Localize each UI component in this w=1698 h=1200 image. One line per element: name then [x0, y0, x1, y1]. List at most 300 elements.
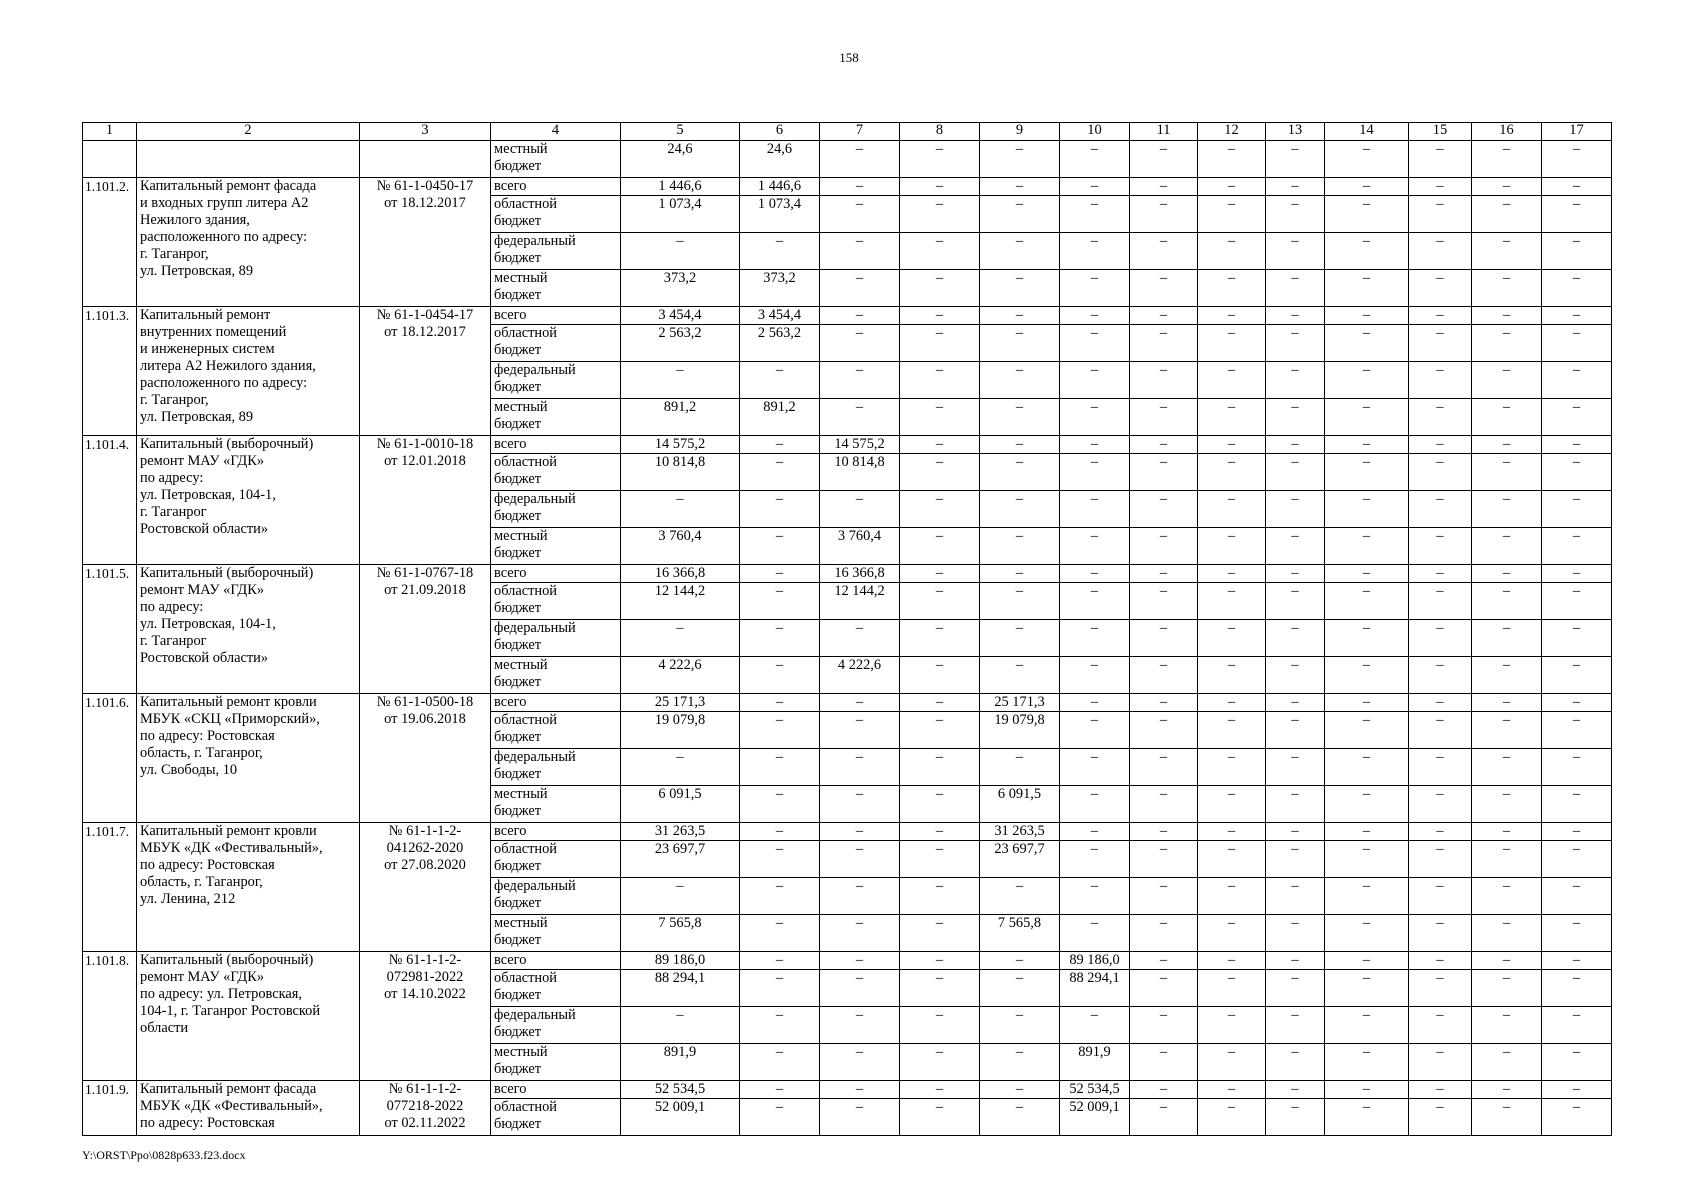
value-cell: – — [980, 620, 1060, 657]
header-cell: 2 — [137, 123, 360, 141]
value-cell: – — [1198, 841, 1266, 878]
value-cell: – — [980, 583, 1060, 620]
value-cell: – — [1266, 1099, 1325, 1136]
value-cell: – — [1542, 178, 1612, 196]
value-cell: 4 222,6 — [621, 657, 740, 694]
value-cell: – — [980, 454, 1060, 491]
value-cell: – — [980, 749, 1060, 786]
value-cell: – — [1409, 1081, 1472, 1099]
value-cell: – — [1325, 491, 1409, 528]
value-cell: 891,9 — [1060, 1044, 1130, 1081]
value-cell: 88 294,1 — [1060, 970, 1130, 1007]
value-cell: – — [1542, 878, 1612, 915]
object-description-cell — [137, 141, 360, 178]
value-cell: – — [820, 178, 900, 196]
value-cell: – — [1325, 786, 1409, 823]
value-cell: – — [621, 491, 740, 528]
budget-type-cell: всего — [491, 694, 621, 712]
budget-type-cell: областной бюджет — [491, 712, 621, 749]
table-row — [83, 436, 1612, 454]
value-cell: – — [740, 657, 820, 694]
value-cell: – — [1409, 749, 1472, 786]
value-cell: – — [1198, 1007, 1266, 1044]
value-cell: – — [1409, 786, 1472, 823]
value-cell: – — [1130, 657, 1198, 694]
value-cell: – — [1325, 270, 1409, 307]
value-cell: 1 073,4 — [740, 196, 820, 233]
value-cell: – — [1198, 436, 1266, 454]
value-cell: 89 186,0 — [621, 952, 740, 970]
value-cell: – — [1542, 786, 1612, 823]
value-cell: – — [1198, 233, 1266, 270]
value-cell: 12 144,2 — [820, 583, 900, 620]
value-cell: – — [1472, 454, 1542, 491]
value-cell: – — [1472, 233, 1542, 270]
value-cell: – — [1130, 878, 1198, 915]
budget-type-cell: местный бюджет — [491, 141, 621, 178]
value-cell: – — [1325, 362, 1409, 399]
value-cell: – — [1472, 878, 1542, 915]
value-cell: – — [980, 362, 1060, 399]
value-cell: – — [740, 749, 820, 786]
value-cell: – — [1130, 362, 1198, 399]
value-cell: – — [1325, 399, 1409, 436]
value-cell: – — [1472, 970, 1542, 1007]
budget-type-cell: местный бюджет — [491, 915, 621, 952]
value-cell: – — [1409, 362, 1472, 399]
budget-type-cell: местный бюджет — [491, 657, 621, 694]
value-cell: – — [820, 233, 900, 270]
document-number-cell: № 61-1-0500-18 от 19.06.2018 — [360, 694, 491, 823]
value-cell: – — [1472, 399, 1542, 436]
value-cell: – — [1130, 491, 1198, 528]
value-cell: 23 697,7 — [980, 841, 1060, 878]
value-cell: – — [1060, 325, 1130, 362]
value-cell: 16 366,8 — [820, 565, 900, 583]
value-cell: – — [900, 362, 980, 399]
value-cell: – — [1060, 823, 1130, 841]
value-cell: – — [1130, 270, 1198, 307]
value-cell: – — [740, 233, 820, 270]
header-cell: 17 — [1542, 123, 1612, 141]
value-cell: – — [820, 694, 900, 712]
value-cell: – — [820, 325, 900, 362]
value-cell: – — [1409, 841, 1472, 878]
value-cell: – — [1542, 399, 1612, 436]
value-cell: 4 222,6 — [820, 657, 900, 694]
budget-type-cell: всего — [491, 1081, 621, 1099]
value-cell: 1 073,4 — [621, 196, 740, 233]
value-cell: – — [740, 583, 820, 620]
value-cell: – — [1198, 786, 1266, 823]
value-cell: – — [1472, 823, 1542, 841]
value-cell: – — [740, 952, 820, 970]
value-cell: – — [1409, 196, 1472, 233]
value-cell: – — [1130, 196, 1198, 233]
value-cell: – — [900, 952, 980, 970]
value-cell: – — [820, 362, 900, 399]
budget-type-cell: местный бюджет — [491, 1044, 621, 1081]
value-cell: 14 575,2 — [820, 436, 900, 454]
value-cell: 52 009,1 — [1060, 1099, 1130, 1136]
value-cell: – — [980, 657, 1060, 694]
file-path-footer: Y:\ORST\Ppo\0828p633.f23.docx — [82, 1148, 246, 1162]
value-cell: – — [1060, 399, 1130, 436]
value-cell: – — [900, 620, 980, 657]
value-cell: – — [1409, 325, 1472, 362]
value-cell: – — [900, 491, 980, 528]
value-cell: – — [1409, 583, 1472, 620]
value-cell: 891,2 — [621, 399, 740, 436]
value-cell: – — [1542, 1007, 1612, 1044]
value-cell: – — [980, 1044, 1060, 1081]
value-cell: – — [1130, 399, 1198, 436]
value-cell: – — [1130, 307, 1198, 325]
value-cell: – — [1409, 620, 1472, 657]
value-cell: – — [900, 1081, 980, 1099]
value-cell: – — [820, 307, 900, 325]
value-cell: – — [1198, 970, 1266, 1007]
value-cell: – — [1472, 141, 1542, 178]
value-cell: – — [1542, 491, 1612, 528]
value-cell: – — [1130, 694, 1198, 712]
value-cell: – — [1472, 583, 1542, 620]
table-row — [83, 952, 1612, 970]
value-cell: – — [900, 436, 980, 454]
value-cell: – — [1472, 565, 1542, 583]
object-description-cell: Капитальный ремонт внутренних помещений и инженерных систем литера А2 Нежилого здания, расположенного по адресу: г. Таганрог, ул. Петровская, 89 — [137, 307, 360, 436]
value-cell: – — [1325, 583, 1409, 620]
value-cell: – — [980, 270, 1060, 307]
value-cell: – — [1409, 952, 1472, 970]
value-cell: – — [1266, 786, 1325, 823]
value-cell: – — [1472, 841, 1542, 878]
value-cell: – — [1130, 454, 1198, 491]
header-cell: 4 — [491, 123, 621, 141]
object-description-cell: Капитальный (выборочный) ремонт МАУ «ГДК» по адресу: ул. Петровская, 104-1, г. Таганрог Ростовской области — [137, 952, 360, 1081]
value-cell: – — [1060, 915, 1130, 952]
value-cell: – — [1198, 620, 1266, 657]
value-cell: – — [740, 970, 820, 1007]
value-cell: – — [1266, 841, 1325, 878]
header-cell: 16 — [1472, 123, 1542, 141]
value-cell: – — [1542, 436, 1612, 454]
object-description-cell: Капитальный ремонт фасада и входных групп литера А2 Нежилого здания, расположенного по адресу: г. Таганрог, ул. Петровская, 89 — [137, 178, 360, 307]
value-cell: – — [900, 970, 980, 1007]
value-cell: – — [1325, 1044, 1409, 1081]
value-cell: – — [1198, 491, 1266, 528]
document-number-cell: № 61-1-1-2- 077218-2022 от 02.11.2022 — [360, 1081, 491, 1136]
value-cell: – — [1198, 196, 1266, 233]
value-cell: – — [1060, 436, 1130, 454]
value-cell: 7 565,8 — [980, 915, 1060, 952]
value-cell: – — [1542, 196, 1612, 233]
value-cell: – — [1198, 307, 1266, 325]
value-cell: – — [1130, 712, 1198, 749]
value-cell: 52 009,1 — [621, 1099, 740, 1136]
value-cell: – — [740, 1099, 820, 1136]
value-cell: – — [1060, 178, 1130, 196]
value-cell: – — [980, 878, 1060, 915]
value-cell: – — [740, 436, 820, 454]
value-cell: – — [1472, 178, 1542, 196]
value-cell: – — [1060, 583, 1130, 620]
value-cell: – — [1266, 878, 1325, 915]
value-cell: – — [1325, 307, 1409, 325]
value-cell: – — [1409, 178, 1472, 196]
value-cell: – — [1542, 657, 1612, 694]
value-cell: – — [1325, 141, 1409, 178]
row-number-cell: 1.101.9. — [83, 1081, 137, 1136]
value-cell: – — [1266, 915, 1325, 952]
value-cell: – — [1472, 1099, 1542, 1136]
value-cell: – — [1472, 491, 1542, 528]
header-cell: 3 — [360, 123, 491, 141]
value-cell: 1 446,6 — [621, 178, 740, 196]
value-cell: – — [1472, 196, 1542, 233]
value-cell: – — [1325, 620, 1409, 657]
value-cell: – — [1542, 307, 1612, 325]
header-cell: 10 — [1060, 123, 1130, 141]
value-cell: – — [1325, 694, 1409, 712]
value-cell: 891,9 — [621, 1044, 740, 1081]
budget-type-cell: областной бюджет — [491, 583, 621, 620]
row-number-cell: 1.101.5. — [83, 565, 137, 694]
value-cell: – — [740, 454, 820, 491]
value-cell: – — [1409, 454, 1472, 491]
document-number-cell: № 61-1-0767-18 от 21.09.2018 — [360, 565, 491, 694]
value-cell: – — [1409, 712, 1472, 749]
value-cell: – — [1325, 1099, 1409, 1136]
budget-type-cell: федеральный бюджет — [491, 1007, 621, 1044]
value-cell: 25 171,3 — [980, 694, 1060, 712]
value-cell: – — [900, 1007, 980, 1044]
value-cell: – — [1542, 952, 1612, 970]
value-cell: – — [820, 196, 900, 233]
value-cell: 373,2 — [621, 270, 740, 307]
value-cell: – — [900, 454, 980, 491]
value-cell: 6 091,5 — [980, 786, 1060, 823]
value-cell: – — [1198, 325, 1266, 362]
value-cell: – — [900, 841, 980, 878]
value-cell: – — [1266, 712, 1325, 749]
header-cell: 15 — [1409, 123, 1472, 141]
value-cell: – — [980, 325, 1060, 362]
document-number-cell — [360, 141, 491, 178]
value-cell: 2 563,2 — [740, 325, 820, 362]
value-cell: – — [820, 620, 900, 657]
row-number-cell: 1.101.6. — [83, 694, 137, 823]
value-cell: 89 186,0 — [1060, 952, 1130, 970]
value-cell: – — [1409, 878, 1472, 915]
value-cell: – — [1409, 528, 1472, 565]
value-cell: – — [1266, 307, 1325, 325]
value-cell: – — [1060, 491, 1130, 528]
value-cell: – — [1472, 436, 1542, 454]
value-cell: – — [1060, 620, 1130, 657]
value-cell: – — [1198, 1081, 1266, 1099]
value-cell: – — [1198, 528, 1266, 565]
value-cell: – — [1060, 362, 1130, 399]
row-number-cell — [83, 141, 137, 178]
value-cell: – — [900, 823, 980, 841]
value-cell: – — [1325, 970, 1409, 1007]
value-cell: – — [1266, 325, 1325, 362]
value-cell: – — [1266, 141, 1325, 178]
value-cell: – — [1060, 712, 1130, 749]
value-cell: – — [1542, 325, 1612, 362]
value-cell: – — [740, 565, 820, 583]
table-row — [83, 823, 1612, 841]
value-cell: – — [740, 1081, 820, 1099]
value-cell: – — [1409, 233, 1472, 270]
value-cell: – — [1266, 970, 1325, 1007]
budget-type-cell: всего — [491, 565, 621, 583]
budget-type-cell: федеральный бюджет — [491, 362, 621, 399]
value-cell: – — [1409, 970, 1472, 1007]
value-cell: – — [1266, 399, 1325, 436]
value-cell: – — [1542, 1099, 1612, 1136]
value-cell: – — [900, 399, 980, 436]
value-cell: – — [980, 491, 1060, 528]
value-cell: – — [900, 141, 980, 178]
value-cell: – — [740, 878, 820, 915]
value-cell: – — [980, 1007, 1060, 1044]
value-cell: – — [1198, 823, 1266, 841]
value-cell: – — [1198, 1044, 1266, 1081]
value-cell: – — [1542, 141, 1612, 178]
value-cell: – — [740, 712, 820, 749]
budget-type-cell: федеральный бюджет — [491, 233, 621, 270]
value-cell: – — [1198, 583, 1266, 620]
value-cell: – — [820, 270, 900, 307]
value-cell: – — [621, 362, 740, 399]
header-cell: 9 — [980, 123, 1060, 141]
value-cell: – — [820, 1081, 900, 1099]
value-cell: – — [1325, 952, 1409, 970]
value-cell: – — [1409, 436, 1472, 454]
value-cell: – — [621, 233, 740, 270]
value-cell: – — [1409, 491, 1472, 528]
budget-table-wrapper — [82, 122, 1612, 1136]
value-cell: – — [1130, 233, 1198, 270]
value-cell: – — [1542, 270, 1612, 307]
value-cell: – — [820, 1007, 900, 1044]
document-number-cell: № 61-1-0450-17 от 18.12.2017 — [360, 178, 491, 307]
value-cell: – — [1060, 694, 1130, 712]
value-cell: – — [1542, 915, 1612, 952]
value-cell: – — [1409, 694, 1472, 712]
value-cell: – — [1325, 196, 1409, 233]
object-description-cell: Капитальный (выборочный) ремонт МАУ «ГДК» по адресу: ул. Петровская, 104-1, г. Таганрог Ростовской области» — [137, 565, 360, 694]
budget-type-cell: федеральный бюджет — [491, 620, 621, 657]
budget-type-cell: всего — [491, 952, 621, 970]
document-number-cell: № 61-1-0454-17 от 18.12.2017 — [360, 307, 491, 436]
value-cell: – — [1266, 454, 1325, 491]
value-cell: – — [1325, 233, 1409, 270]
value-cell: – — [820, 712, 900, 749]
budget-table — [82, 122, 1612, 1136]
value-cell: – — [1198, 657, 1266, 694]
value-cell: – — [1198, 694, 1266, 712]
value-cell: – — [1325, 436, 1409, 454]
value-cell: – — [1198, 915, 1266, 952]
value-cell: – — [1266, 270, 1325, 307]
value-cell: – — [820, 970, 900, 1007]
value-cell: – — [1472, 307, 1542, 325]
value-cell: – — [900, 528, 980, 565]
value-cell: – — [1266, 491, 1325, 528]
value-cell: – — [1198, 749, 1266, 786]
value-cell: 10 814,8 — [820, 454, 900, 491]
value-cell: – — [900, 915, 980, 952]
value-cell: – — [1472, 694, 1542, 712]
value-cell: – — [1325, 1007, 1409, 1044]
value-cell: – — [1472, 952, 1542, 970]
value-cell: – — [1472, 1007, 1542, 1044]
value-cell: – — [1198, 362, 1266, 399]
value-cell: – — [740, 1007, 820, 1044]
row-number-cell: 1.101.4. — [83, 436, 137, 565]
value-cell: – — [980, 307, 1060, 325]
value-cell: – — [980, 178, 1060, 196]
value-cell: – — [1472, 786, 1542, 823]
budget-type-cell: всего — [491, 307, 621, 325]
value-cell: – — [1472, 325, 1542, 362]
value-cell: – — [820, 841, 900, 878]
value-cell: – — [1266, 1081, 1325, 1099]
value-cell: – — [900, 565, 980, 583]
value-cell: – — [1472, 712, 1542, 749]
value-cell: – — [900, 196, 980, 233]
value-cell: – — [1130, 1007, 1198, 1044]
value-cell: – — [1266, 178, 1325, 196]
object-description-cell: Капитальный ремонт кровли МБУК «ДК «Фестивальный», по адресу: Ростовская область, г. Таганрог, ул. Ленина, 212 — [137, 823, 360, 952]
value-cell: – — [1542, 1081, 1612, 1099]
row-number-cell: 1.101.7. — [83, 823, 137, 952]
value-cell: – — [1060, 565, 1130, 583]
value-cell: – — [1198, 270, 1266, 307]
document-number-cell: № 61-1-1-2- 041262-2020 от 27.08.2020 — [360, 823, 491, 952]
header-cell: 8 — [900, 123, 980, 141]
value-cell: – — [1409, 657, 1472, 694]
value-cell: 3 454,4 — [621, 307, 740, 325]
value-cell: – — [1266, 233, 1325, 270]
value-cell: – — [900, 694, 980, 712]
value-cell: – — [1325, 178, 1409, 196]
value-cell: – — [980, 565, 1060, 583]
value-cell: – — [1060, 841, 1130, 878]
value-cell: – — [1325, 823, 1409, 841]
value-cell: – — [1060, 528, 1130, 565]
budget-type-cell: областной бюджет — [491, 196, 621, 233]
value-cell: – — [1266, 362, 1325, 399]
value-cell: – — [1325, 528, 1409, 565]
value-cell: – — [740, 528, 820, 565]
budget-type-cell: областной бюджет — [491, 325, 621, 362]
value-cell: – — [1130, 823, 1198, 841]
table-row — [83, 178, 1612, 196]
value-cell: – — [820, 915, 900, 952]
value-cell: – — [621, 749, 740, 786]
value-cell: 12 144,2 — [621, 583, 740, 620]
value-cell: – — [1198, 454, 1266, 491]
header-cell: 7 — [820, 123, 900, 141]
value-cell: 52 534,5 — [1060, 1081, 1130, 1099]
row-number-cell: 1.101.3. — [83, 307, 137, 436]
value-cell: – — [1130, 620, 1198, 657]
value-cell: – — [740, 1044, 820, 1081]
